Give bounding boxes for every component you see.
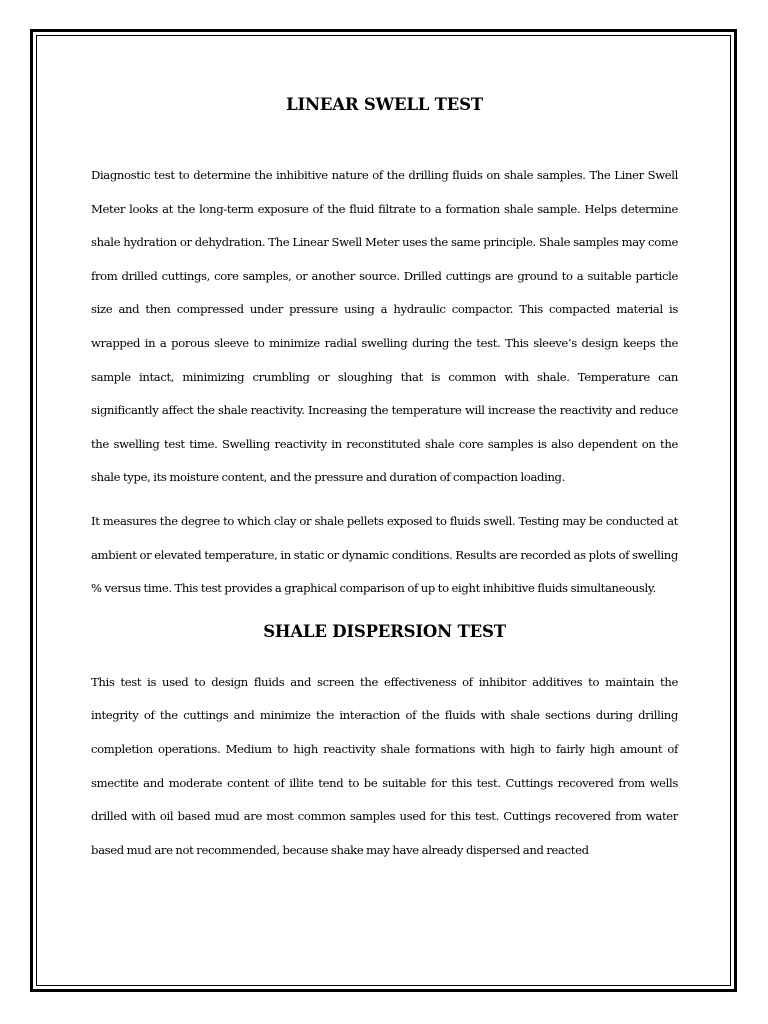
document-body [91,93,678,867]
section-title-linear-swell-test: LINEAR SWELL TEST [286,95,483,114]
section-title-shale-dispersion-test: SHALE DISPERSION TEST [263,621,506,641]
paragraph-linear-swell-2: It measures the degree to which clay or shale pellets exposed to fluids swell. Testing may be conducted at ambient or elevated temperature, in static or dynamic conditions. Results are recorded as plots of swelling % versus time. This test provides a graphical comparison of up to eight inhibitive fluids simultaneously. [91,513,678,596]
paragraph-linear-swell-1: Diagnostic test to determine the inhibitive nature of the drilling fluids on shale samples. The Liner Swell Meter looks at the long-term exposure of the fluid filtrate to a formation shale sample. Helps determine shale hydration or dehydration. The Linear Swell Meter uses the same principle. Shale samples may come from drilled cuttings, core samples, or another source. Drilled cuttings are ground to a suitable particle size and then compressed under pressure using a hydraulic compactor. This compacted material is wrapped in a porous sleeve to minimize radial swelling during the test. This sleeve’s design keeps the sample intact, minimizing crumbling or sloughing that is common with shale. Temperature can significantly affect the shale reactivity. Increasing the temperature will increase the reactivity and reduce the swelling test time. Swelling reactivity in reconstituted shale core samples is also dependent on the shale type, its moisture content, and the pressure and duration of compaction loading. [91,168,678,485]
paragraph-shale-dispersion-1: This test is used to design fluids and screen the effectiveness of inhibitor additives to maintain the integrity of the cuttings and minimize the interaction of the fluids with shale sections during drilling completion operations. Medium to high reactivity shale formations with high to fairly high amount of smectite and moderate content of illite tend to be suitable for this test. Cuttings recovered from wells drilled with oil based mud are most common samples used for this test. Cuttings recovered from water based mud are not recommended, because shake may have already dispersed and reacted [91,674,678,857]
